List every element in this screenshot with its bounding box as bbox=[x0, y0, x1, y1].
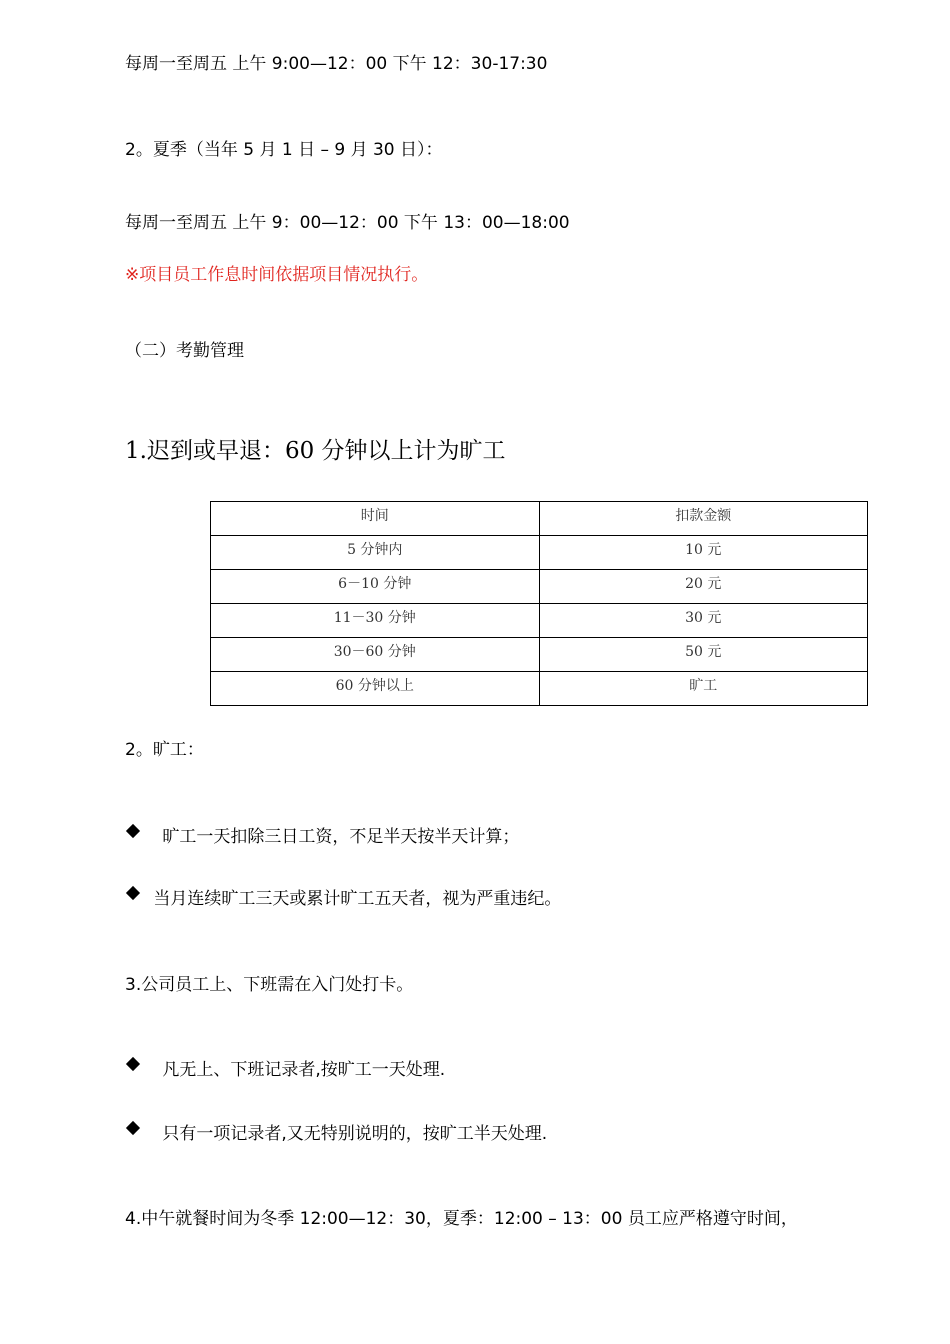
bullet-text: 只有一项记录者,又无特别说明的，按旷工半天处理. bbox=[162, 1124, 548, 1144]
diamond-bullet-icon bbox=[126, 1121, 140, 1135]
deduction-table bbox=[210, 501, 868, 706]
diamond-bullet-icon bbox=[126, 886, 140, 900]
table-cell-amount: 30 元 bbox=[539, 604, 868, 638]
table-header-row bbox=[211, 502, 868, 536]
diamond-bullet-icon bbox=[126, 824, 140, 838]
summer-season-title: 2。夏季（当年 5 月 1 日 – 9 月 30 日）： bbox=[125, 140, 443, 160]
clock-in-title: 3.公司员工上、下班需在入门处打卡。 bbox=[125, 975, 414, 995]
table-row bbox=[211, 672, 868, 706]
table-cell-amount: 20 元 bbox=[539, 570, 868, 604]
absenteeism-title: 2。旷工： bbox=[125, 740, 204, 760]
table-cell-time: 11－30 分钟 bbox=[211, 604, 540, 638]
bullet-text: 旷工一天扣除三日工资，不足半天按半天计算； bbox=[162, 827, 520, 847]
attendance-section-title: （二）考勤管理 bbox=[125, 341, 244, 361]
bullet-text: 凡无上、下班记录者,按旷工一天处理. bbox=[162, 1060, 446, 1080]
diamond-bullet-icon bbox=[126, 1057, 140, 1071]
project-staff-note: ※项目员工作息时间依据项目情况执行。 bbox=[125, 265, 429, 285]
table-cell-amount: 50 元 bbox=[539, 638, 868, 672]
table-row bbox=[211, 536, 868, 570]
clock-in-bullet-1 bbox=[125, 1059, 445, 1081]
summer-work-hours: 每周一至周五 上午 9：00—12：00 下午 13：00—18:00 bbox=[125, 213, 570, 233]
table-cell-time: 6－10 分钟 bbox=[211, 570, 540, 604]
table-cell-amount: 旷工 bbox=[539, 672, 868, 706]
table-row bbox=[211, 570, 868, 604]
table-cell-time: 60 分钟以上 bbox=[211, 672, 540, 706]
table-header-amount: 扣款金额 bbox=[539, 502, 868, 536]
table-cell-time: 30－60 分钟 bbox=[211, 638, 540, 672]
late-early-heading: 1.迟到或早退：60 分钟以上计为旷工 bbox=[125, 438, 506, 464]
winter-work-hours: 每周一至周五 上午 9:00—12：00 下午 12：30-17:30 bbox=[125, 54, 548, 74]
clock-in-bullet-2 bbox=[125, 1123, 547, 1145]
table-row bbox=[211, 604, 868, 638]
table-cell-amount: 10 元 bbox=[539, 536, 868, 570]
bullet-text: 当月连续旷工三天或累计旷工五天者，视为严重违纪。 bbox=[153, 889, 562, 909]
table-row bbox=[211, 638, 868, 672]
table-header-time: 时间 bbox=[211, 502, 540, 536]
absenteeism-bullet-1 bbox=[125, 826, 519, 848]
lunch-time-line: 4.中午就餐时间为冬季 12:00—12：30，夏季：12:00 – 13：00 员工应严格遵守时间， bbox=[125, 1209, 798, 1229]
table-cell-time: 5 分钟内 bbox=[211, 536, 540, 570]
absenteeism-bullet-2 bbox=[125, 888, 561, 910]
